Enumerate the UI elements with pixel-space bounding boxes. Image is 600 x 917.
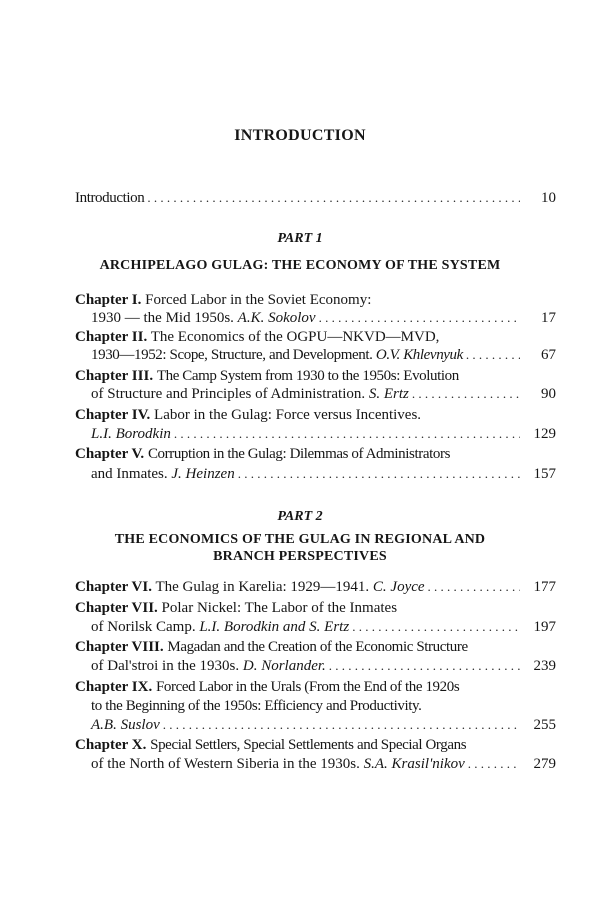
- part-2-heading: [60, 508, 540, 525]
- chapter-author: L.I. Borodkin and S. Ertz: [199, 619, 350, 635]
- chapter-author: A.K. Sokolov: [237, 310, 316, 326]
- chapter-title-cont: to the Beginning of the 1950s: Efficiency and Productivity.: [91, 698, 422, 714]
- toc-entry-chapter-10[interactable]: [75, 735, 556, 755]
- toc-entry-chapter-7[interactable]: [75, 598, 556, 618]
- chapter-author: D. Norlander.: [242, 658, 326, 674]
- chapter-title-cont: of Norilsk Camp.: [91, 619, 196, 635]
- chapter-title-cont: 1930—1952: Scope, Structure, and Development.: [91, 347, 373, 363]
- chapter-number: Chapter II.: [75, 329, 148, 345]
- leader-dots: [238, 464, 520, 484]
- chapter-number: Chapter IV.: [75, 407, 151, 423]
- page-number: 255: [533, 717, 556, 733]
- chapter-title-cont: of Structure and Principles of Administration.: [91, 386, 366, 402]
- toc-entry-chapter-4[interactable]: [75, 405, 556, 425]
- toc-entry-chapter-9-cont[interactable]: [91, 696, 556, 716]
- part-2-title-block: [60, 531, 540, 565]
- chapter-number: Chapter X.: [75, 737, 147, 753]
- page-title: INTRODUCTION: [234, 127, 366, 144]
- toc-entry-chapter-2-cont[interactable]: [91, 345, 556, 365]
- toc-entry-chapter-8-cont[interactable]: [91, 656, 556, 676]
- chapter-title: Special Settlers, Special Settlements and Special Organs: [150, 737, 467, 753]
- chapter-author: L.I. Borodkin: [91, 426, 171, 442]
- chapter-title: Corruption in the Gulag: Dilemmas of Administrators: [147, 446, 451, 462]
- chapter-title: Labor in the Gulag: Force versus Incentives.: [154, 407, 422, 423]
- toc-entry-chapter-8[interactable]: [75, 637, 556, 657]
- chapter-title: Forced Labor in the Soviet Economy:: [145, 292, 372, 308]
- chapter-number: Chapter I.: [75, 292, 142, 308]
- page-number: 10: [541, 190, 556, 206]
- leader-dots: [428, 577, 520, 597]
- toc-entry-chapter-4-cont[interactable]: [91, 424, 556, 444]
- leader-dots: [319, 308, 520, 328]
- leader-dots: [147, 188, 520, 208]
- leader-dots: [174, 424, 520, 444]
- toc-entry-chapter-7-cont[interactable]: [91, 617, 556, 637]
- leader-dots: [352, 617, 520, 637]
- chapter-title: The Economics of the OGPU—NKVD—MVD,: [150, 329, 440, 345]
- chapter-author: O.V. Khlevnyuk: [375, 347, 463, 363]
- part-label: PART 2: [277, 509, 323, 524]
- part-title-line-2: BRANCH PERSPECTIVES: [213, 549, 387, 564]
- toc-entry-chapter-5-cont[interactable]: [91, 464, 556, 484]
- page-number: 279: [533, 756, 556, 772]
- chapter-title: Forced Labor in the Urals (From the End of the 1920s: [155, 679, 460, 695]
- chapter-author: S.A. Krasil'nikov: [363, 756, 465, 772]
- chapter-number: Chapter III.: [75, 368, 154, 384]
- page-number: 129: [533, 426, 556, 442]
- toc-entry-introduction[interactable]: [75, 188, 556, 208]
- chapter-number: Chapter IX.: [75, 679, 153, 695]
- leader-dots: [329, 656, 520, 676]
- chapter-title-cont: of the North of Western Siberia in the 1930s.: [91, 756, 360, 772]
- chapter-title: The Camp System from 1930 to the 1950s: Evolution: [156, 368, 459, 384]
- chapter-number: Chapter V.: [75, 446, 145, 462]
- page-number: 67: [541, 347, 556, 363]
- chapter-number: Chapter VII.: [75, 600, 158, 616]
- toc-entry-chapter-9-cont-2[interactable]: [91, 715, 556, 735]
- toc-entry-chapter-6[interactable]: [75, 577, 556, 597]
- page-number: 177: [533, 579, 556, 595]
- toc-entry-chapter-9[interactable]: [75, 677, 556, 697]
- entry-label: Introduction: [75, 190, 145, 206]
- chapter-number: Chapter VI.: [75, 579, 152, 595]
- toc-entry-chapter-1-cont[interactable]: [91, 308, 556, 328]
- page-number: 17: [541, 310, 556, 326]
- part-label: PART 1: [277, 231, 323, 246]
- toc-entry-chapter-10-cont[interactable]: [91, 754, 556, 774]
- page-number: 157: [533, 466, 556, 482]
- page-number: 197: [533, 619, 556, 635]
- chapter-title: Polar Nickel: The Labor of the Inmates: [161, 600, 398, 616]
- toc-entry-chapter-3-cont[interactable]: [91, 384, 556, 404]
- chapter-author: C. Joyce: [372, 579, 425, 595]
- chapter-author: S. Ertz: [368, 386, 409, 402]
- part-1-heading: [60, 230, 540, 247]
- part-title-line-1: THE ECONOMICS OF THE GULAG IN REGIONAL AND: [114, 532, 486, 547]
- toc-entry-chapter-3[interactable]: [75, 366, 556, 386]
- part-1-title-block: [60, 257, 540, 274]
- page-number: 90: [541, 386, 556, 402]
- chapter-title-cont: 1930 — the Mid 1950s.: [91, 310, 234, 326]
- leader-dots: [466, 345, 520, 365]
- toc-entry-chapter-5[interactable]: [75, 444, 556, 464]
- toc-entry-chapter-2[interactable]: [75, 327, 556, 347]
- chapter-title: Magadan and the Creation of the Economic Structure: [167, 639, 468, 655]
- leader-dots: [163, 715, 520, 735]
- page-number: 239: [533, 658, 556, 674]
- chapter-author: J. Heinzen: [171, 466, 235, 482]
- toc-entry-chapter-1[interactable]: [75, 290, 556, 310]
- leader-dots: [468, 754, 520, 774]
- chapter-number: Chapter VIII.: [75, 639, 164, 655]
- chapter-author: A.B. Suslov: [91, 717, 160, 733]
- part-title: ARCHIPELAGO GULAG: THE ECONOMY OF THE SYSTEM: [99, 258, 501, 273]
- chapter-title: The Gulag in Karelia: 1929—1941.: [155, 579, 370, 595]
- leader-dots: [412, 384, 520, 404]
- chapter-title-cont: of Dal'stroi in the 1930s.: [91, 658, 240, 674]
- chapter-title-cont: and Inmates.: [91, 466, 168, 482]
